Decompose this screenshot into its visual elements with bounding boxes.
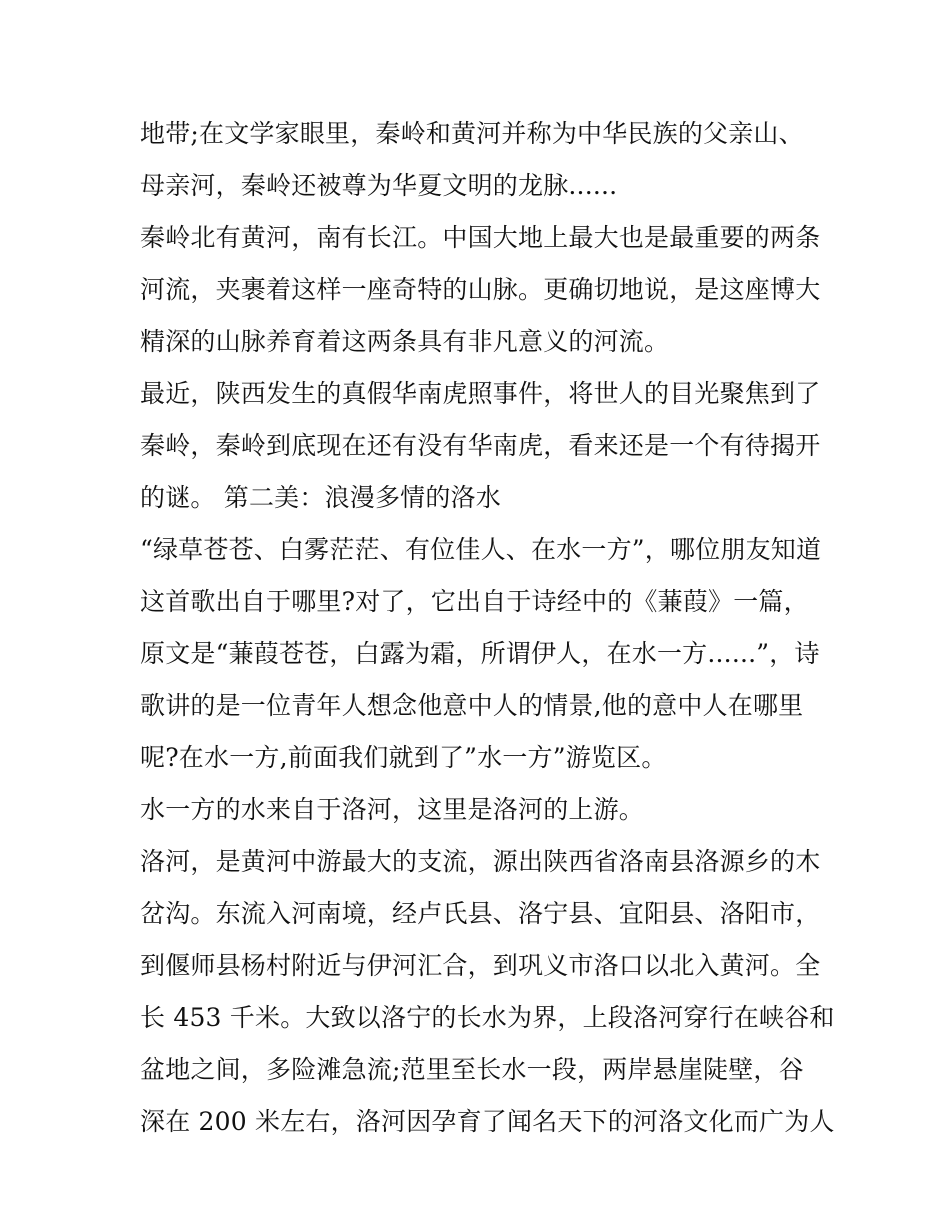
text-line: 河流，夹裹着这样一座奇特的山脉。更确切地说，是这座博大 [140, 275, 821, 304]
text-line: 这首歌出自于哪里?对了，它出自于诗经中的《蒹葭》一篇， [140, 587, 809, 616]
text-line: 母亲河，秦岭还被尊为华夏文明的龙脉...... [140, 171, 618, 200]
text-line: 盆地之间，多险滩急流;范里至长水一段，两岸悬崖陡壁，谷 [140, 1055, 804, 1084]
text-line: “绿草苍苍、白雾茫茫、有位佳人、在水一方”，哪位朋友知道 [140, 535, 822, 564]
text-line: 呢?在水一方,前面我们就到了”水一方”游览区。 [140, 743, 667, 772]
text-line: 秦岭，秦岭到底现在还有没有华南虎，看来还是一个有待揭开 [140, 431, 821, 460]
document-body [140, 108, 835, 1148]
text-line: 到偃师县杨村附近与伊河汇合，到巩义市洛口以北入黄河。全 [140, 951, 821, 980]
text-line: 最近，陕西发生的真假华南虎照事件，将世人的目光聚焦到了 [140, 379, 821, 408]
text-line: 秦岭北有黄河，南有长江。中国大地上最大也是最重要的两条 [140, 223, 821, 252]
text-line: 水一方的水来自于洛河，这里是洛河的上游。 [140, 795, 645, 824]
text-line: 岔沟。东流入河南境，经卢氏县、洛宁县、宜阳县、洛阳市， [140, 899, 821, 928]
text-line: 长 453 千米。大致以洛宁的长水为界，上段洛河穿行在峡谷和 [140, 1003, 835, 1032]
text-line: 歌讲的是一位青年人想念他意中人的情景,他的意中人在哪里 [140, 691, 804, 720]
text-line: 原文是“蒹葭苍苍，白露为霜，所谓伊人，在水一方......”，诗 [140, 639, 820, 668]
text-line: 精深的山脉养育着这两条具有非凡意义的河流。 [140, 327, 670, 356]
text-line: 的谜。 第二美：浪漫多情的洛水 [140, 483, 501, 512]
text-line: 深在 200 米左右，洛河因孕育了闻名天下的河洛文化而广为人 [140, 1107, 835, 1136]
text-line: 地带;在文学家眼里，秦岭和黄河并称为中华民族的父亲山、 [140, 119, 804, 148]
text-line: 洛河，是黄河中游最大的支流，源出陕西省洛南县洛源乡的木 [140, 847, 821, 876]
